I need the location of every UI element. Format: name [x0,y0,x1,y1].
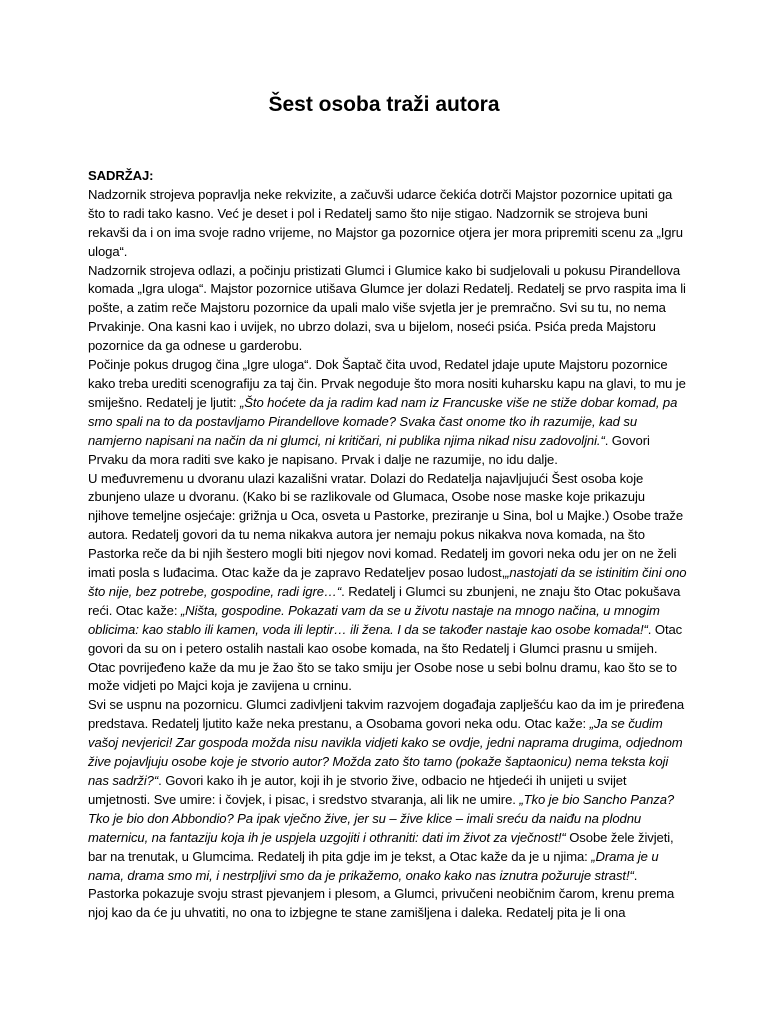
paragraph-text: Nadzornik strojeva odlazi, a počinju pristizati Glumci i Glumice kako bi sudjelovali u pokusu Pirandellova komada „Igra uloga“. Majstor pozornice utišava Glumce jer dolazi Redatelj. Redatelj se prvo raspita ima li pošte, a zatim reče Majstoru pozornice da upali malo više svjetla jer je premračno. Svi su tu, no nema Prvakinje. Ona kasni kao i uvijek, no ubrzo dolazi, sva u bijelom, noseći psića. Psića preda Majstoru pozornice da ga odnese u garderobu. [88,262,686,354]
paragraph [88,470,688,697]
paragraph [88,696,688,885]
paragraph-text: Osobe žele živjeti, bar na trenutak, u Glumcima. Redatelj ih pita gdje im je tekst, a Otac kaže da je u njima: [88,829,674,864]
paragraph-text: . Otac govori da su on i petero ostalih nastali kao osobe komada, na što Redatelj i Glumci prasnu u smijeh. Otac povrijeđeno kaže da mu je žao što se tako smiju jer Osobe nose u sebi bolnu dramu, kao što se to može vidjeti po Majci koja je zavijena u crninu. [88,621,683,694]
quote-text: „Drama je u nama, drama smo mi, i nestrpljivi smo da je prikažemo, onako kako nas iznutra požuruje strast!“ [88,848,659,883]
document-body [88,167,688,923]
paragraph-text: . Govori kako ih je autor, koji ih je stvorio žive, odbacio ne htjedeći ih unijeti u svijet umjetnosti. Sve umire: i čovjek, i pisac, i sredstvo stvaranja, ali lik ne umire. [88,773,627,807]
paragraph [88,885,688,923]
paragraph-text: Počinje pokus drugog čina „Igre uloga“. Dok Šaptač čita uvod, Redatel jdaje upute Majstoru pozornice kako treba urediti scenografiju za taj čin. Prvak negoduje što mora nositi kuharsku kapu na glavi, to mu je smiješno. Redatelj je ljutit: [88,357,686,410]
quote-text: „Ništa, gospodine. Pokazati vam da se u životu nastaje na mnogo načina, u mnogim oblicima: kao stablo ili kamen, voda ili leptir… ili žena. I da se također nastaje kao osobe komada!“ [88,602,660,637]
document-title: Šest osoba traži autora [268,93,500,116]
paragraph-text: Nadzornik strojeva popravlja neke rekvizite, a začuvši udarce čekića dotrči Majstor pozornice upitati ga što to radi tako kasno. Već je deset i pol i Redatelj samo što nije stigao. Nadzornik se strojeva buni rekavši da i on ima svoje radno vrijeme, no Majstor ga pozornice otjera jer mora pripremiti scenu za „Igru uloga“. [88,186,683,259]
paragraph [88,186,688,262]
paragraph-text: . Govori Prvaku da mora raditi sve kako je napisano. Prvak i dalje ne razumije, no idu dalje. [88,432,650,467]
paragraph [88,262,688,357]
quote-text: „Što hoćete da ja radim kad nam iz Francuske više ne stiže dobar komad, pa smo spali na to da postavljamo Pirandellove komade? Svaka čast onome tko ih razumije, kad su namjerno napisani na način da ni glumci, ni kritičari, ni publika njima nikad nisu zadovoljni.“ [88,394,678,448]
quote-text: „Ja se čudim vašoj nevjerici! Zar gospoda možda nisu navikla vidjeti kako se ovdje, jedni naprama drugima, odjednom žive pojavljuju osobe koje je stvorio autor? Možda zato što tamo (pokaže šaptaonicu) nema teksta koji nas sadrži?“ [88,716,683,788]
quote-text: „Tko je bio Sancho Panza? Tko je bio don Abbondio? Pa ipak vječno žive, jer su – žive klice – imali sreću da naiđu na plodnu maternicu, na fantaziju koja ih je uspjela uzgojiti i othraniti: dati im život za vječnost!“ [88,791,675,845]
paragraph-text: U međuvremenu u dvoranu ulazi kazališni vratar. Dolazi do Redatelja najavljujući Šest osoba koje zbunjeno ulaze u dvoranu. (Kako bi se razlikovale od Glumaca, Osobe nose maske koje prikazuju njihove temeljne osjećaje: grižnja u Oca, osveta u Pastorke, preziranje u Sina, bol u Majke.) Osobe traže autora. Redatelj govori da tu nema nikakva autora jer nemaju pokus nikakva nova komada, na što Pastorka reče da bi njih šestero mogli biti njegov novi komad. Redatelj im govori neka odu jer on ne želi imati posla s luđacima. Otac kaže da je zapravo Redateljev posao ludost, [88,470,684,581]
paragraph-text: . [633,867,638,883]
quote-text: „nastojati da se istinitim čini ono što nije, bez potrebe, gospodine, radi igre…“ [88,565,687,599]
paragraph [88,356,688,469]
paragraph-text: Svi se uspnu na pozornicu. Glumci zadivljeni takvim razvojem događaja zaplješću kao da im je priređena predstava. Redatelj ljutito kaže neka prestanu, a Osobama govori neka odu. Otac kaže: [88,697,685,732]
section-heading: SADRŽAJ: [88,168,154,183]
paragraph-text: Pastorka pokazuje svoju strast pjevanjem i plesom, a Glumci, privučeni neobičnim čarom, krenu prema njoj kao da će ju uhvatiti, no ona to izbjegne te stane zamišljena i daleka. Redatelj pita je li ona [88,886,675,921]
paragraph-text: . Redatelj i Glumci su zbunjeni, ne znaju što Otac pokušava reći. Otac kaže: [88,583,681,618]
